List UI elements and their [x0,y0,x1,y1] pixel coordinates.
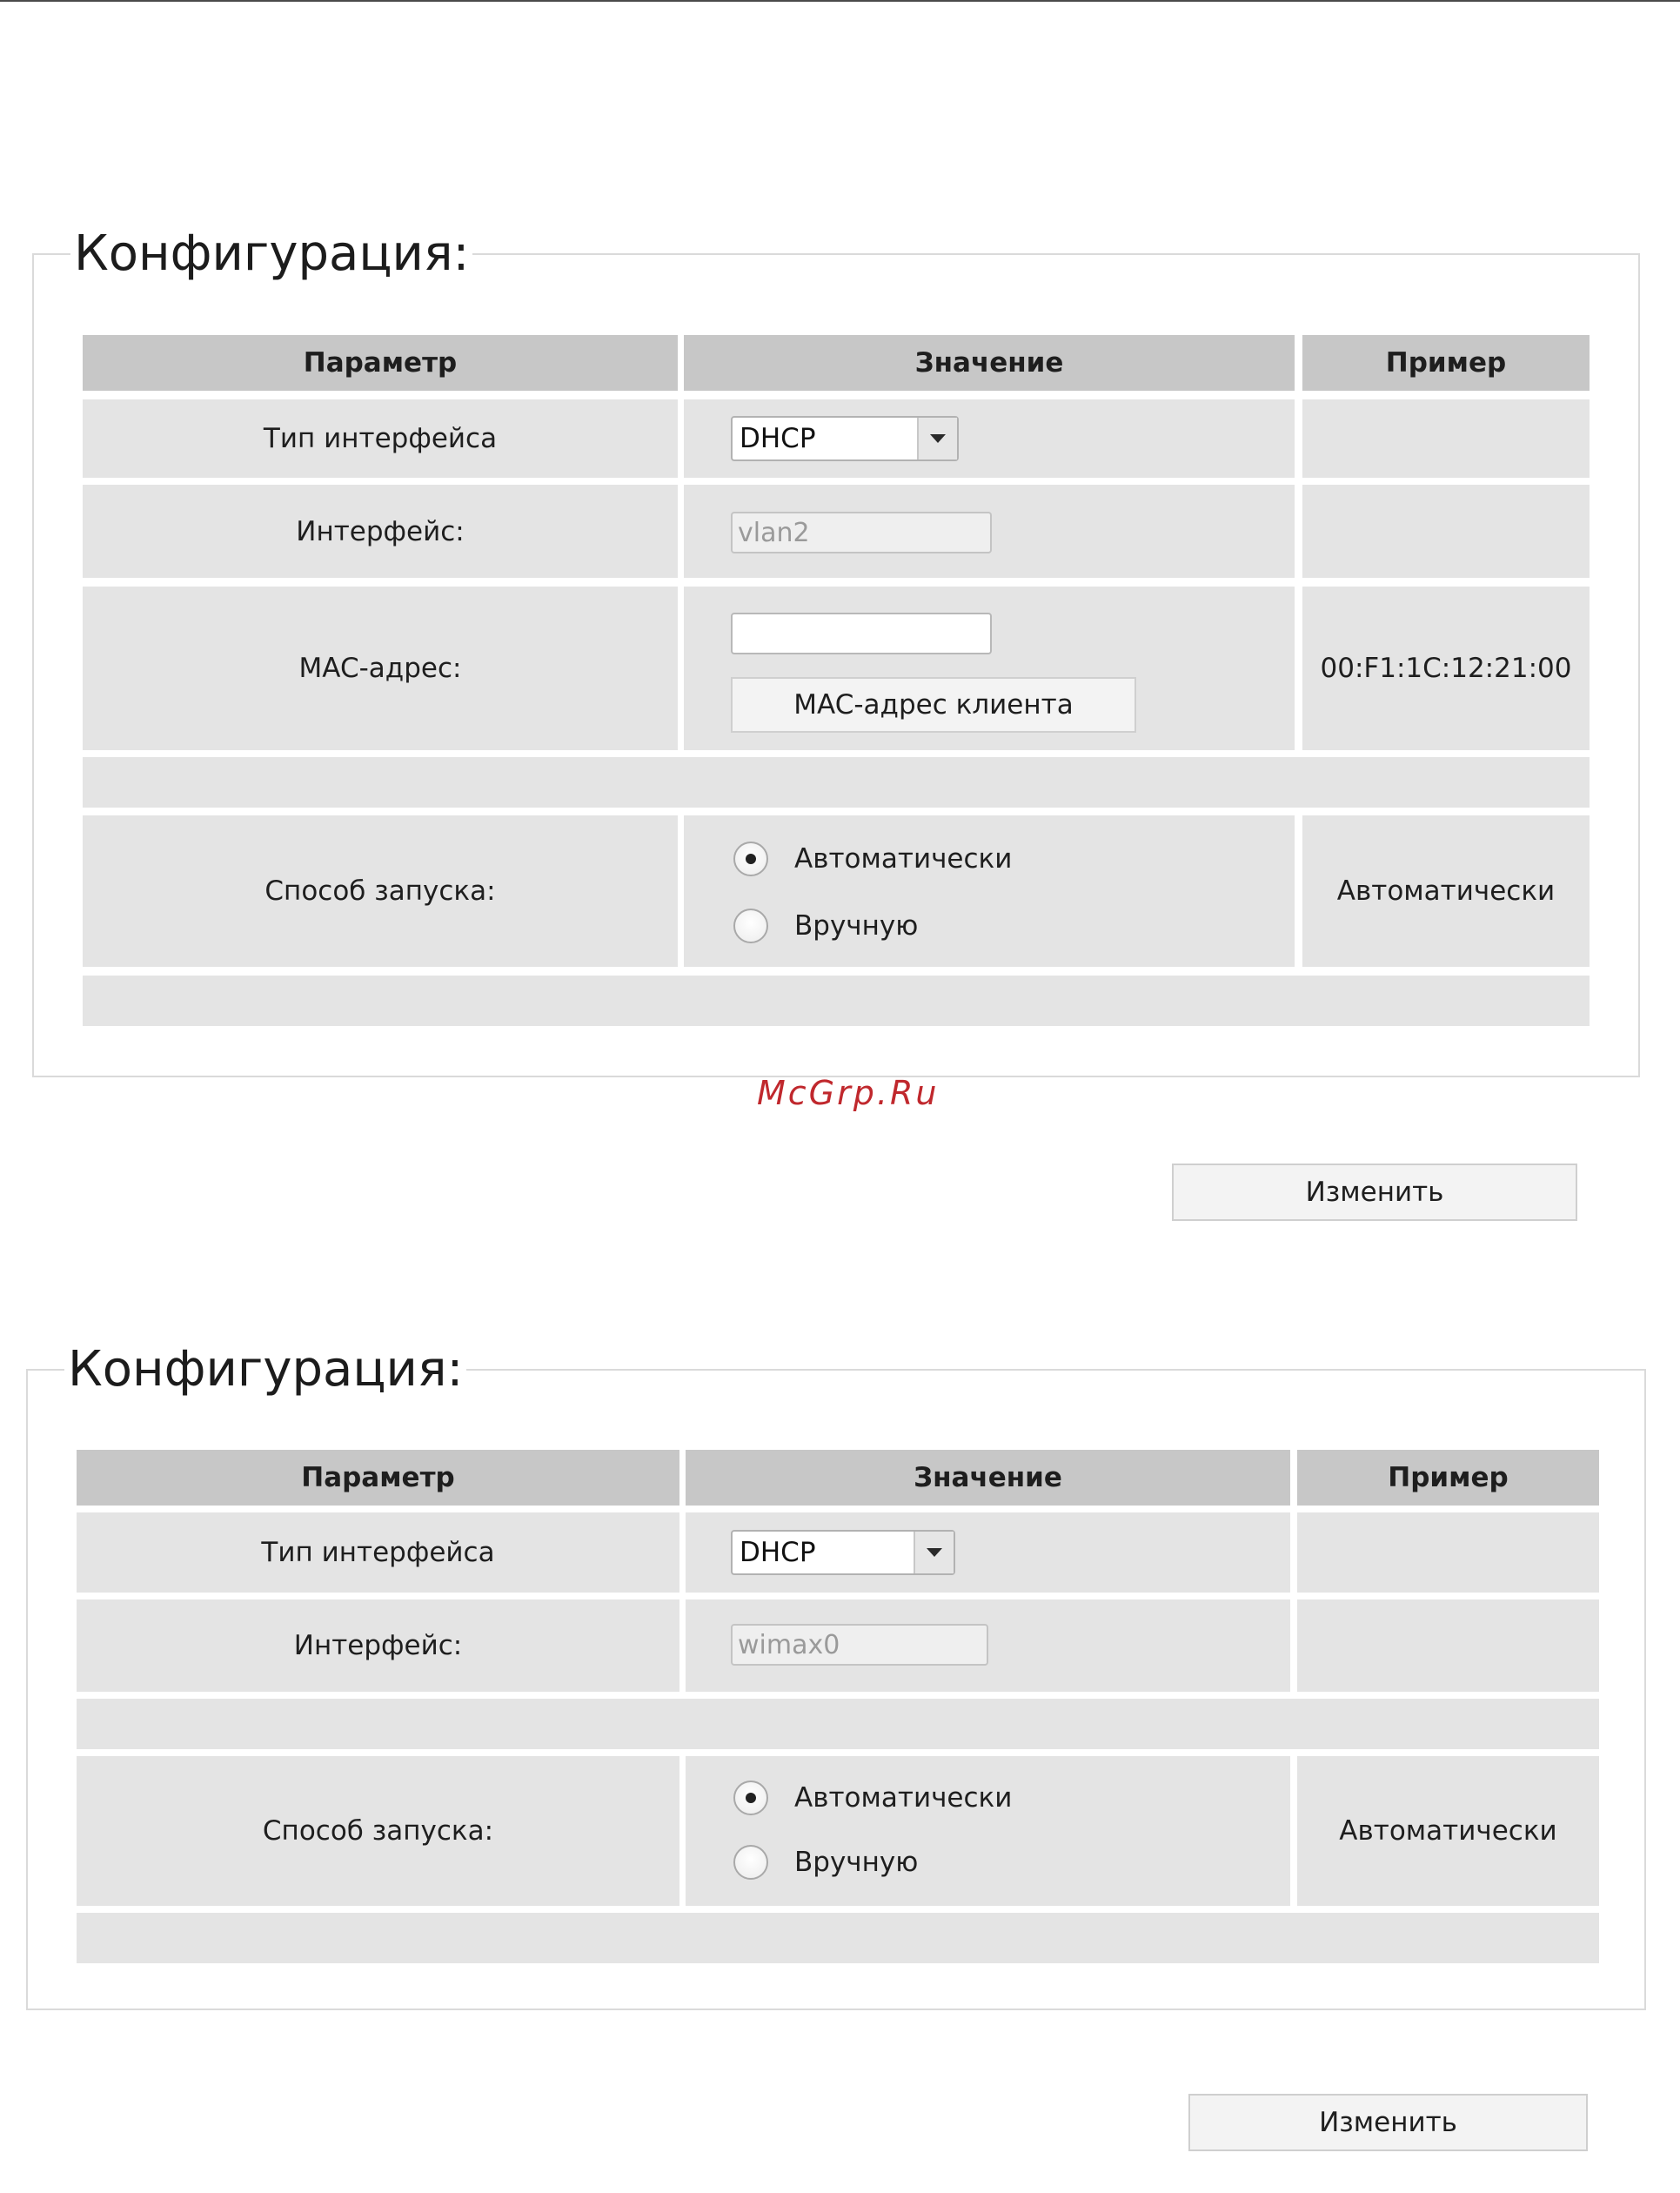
interface-type-label: Тип интерфейса [77,1512,679,1593]
watermark: McGrp.Ru [757,1074,940,1112]
startup-auto-option[interactable] [733,842,1012,876]
table-row-empty [77,1699,1599,1749]
mac-example: 00:F1:1C:12:21:00 [1302,587,1590,750]
startup-example: Автоматически [1297,1756,1599,1906]
table-row-empty [83,757,1590,808]
startup-value-cell [684,815,1295,967]
table-row-empty [83,976,1590,1026]
header-example: Пример [1302,335,1590,391]
interface-type-example-cell [1302,399,1590,478]
interface-type-label: Тип интерфейса [83,399,678,478]
startup-auto-option[interactable] [733,1781,1012,1815]
mac-label: MAC-адрес: [83,587,678,750]
startup-manual-label: Вручную [794,910,919,942]
header-value: Значение [684,335,1295,391]
startup-label: Способ запуска: [77,1756,679,1906]
interface-type-example-cell [1297,1512,1599,1593]
interface-type-select-value: DHCP [740,423,816,454]
apply-button-1[interactable]: Изменить [1172,1164,1577,1221]
apply-button-2[interactable]: Изменить [1188,2094,1588,2151]
table-row-empty [77,1913,1599,1963]
radio-unchecked-icon[interactable] [733,1845,768,1880]
interface-field-value: vlan2 [738,517,810,548]
startup-manual-label: Вручную [794,1847,919,1878]
interface-label: Интерфейс: [77,1599,679,1692]
mac-input[interactable] [731,613,992,654]
radio-checked-icon[interactable] [733,842,768,876]
interface-example-cell [1297,1599,1599,1692]
header-param: Параметр [83,335,678,391]
startup-example: Автоматически [1302,815,1590,967]
interface-field [731,1624,988,1666]
interface-type-select-value: DHCP [740,1537,816,1568]
panel-title: Конфигурация: [74,225,470,282]
interface-label: Интерфейс: [83,485,678,578]
radio-checked-icon[interactable] [733,1781,768,1815]
header-param: Параметр [77,1450,679,1506]
startup-auto-label: Автоматически [794,1782,1013,1814]
interface-type-select[interactable] [731,1530,955,1575]
interface-example-cell [1302,485,1590,578]
header-example: Пример [1297,1450,1599,1506]
header-value: Значение [686,1450,1290,1506]
startup-label: Способ запуска: [83,815,678,967]
client-mac-button[interactable]: MAC-адрес клиента [731,677,1136,733]
radio-unchecked-icon[interactable] [733,909,768,943]
startup-manual-option[interactable] [733,909,918,943]
chevron-down-icon[interactable] [914,1532,954,1573]
startup-manual-option[interactable] [733,1845,918,1880]
interface-type-select[interactable] [731,416,959,461]
panel-title: Конфигурация: [68,1341,464,1398]
top-rule [0,0,1680,2]
startup-value-cell [686,1756,1290,1906]
interface-field-value: wimax0 [738,1629,840,1660]
chevron-down-icon[interactable] [917,418,957,459]
interface-field [731,512,992,553]
startup-auto-label: Автоматически [794,843,1013,875]
